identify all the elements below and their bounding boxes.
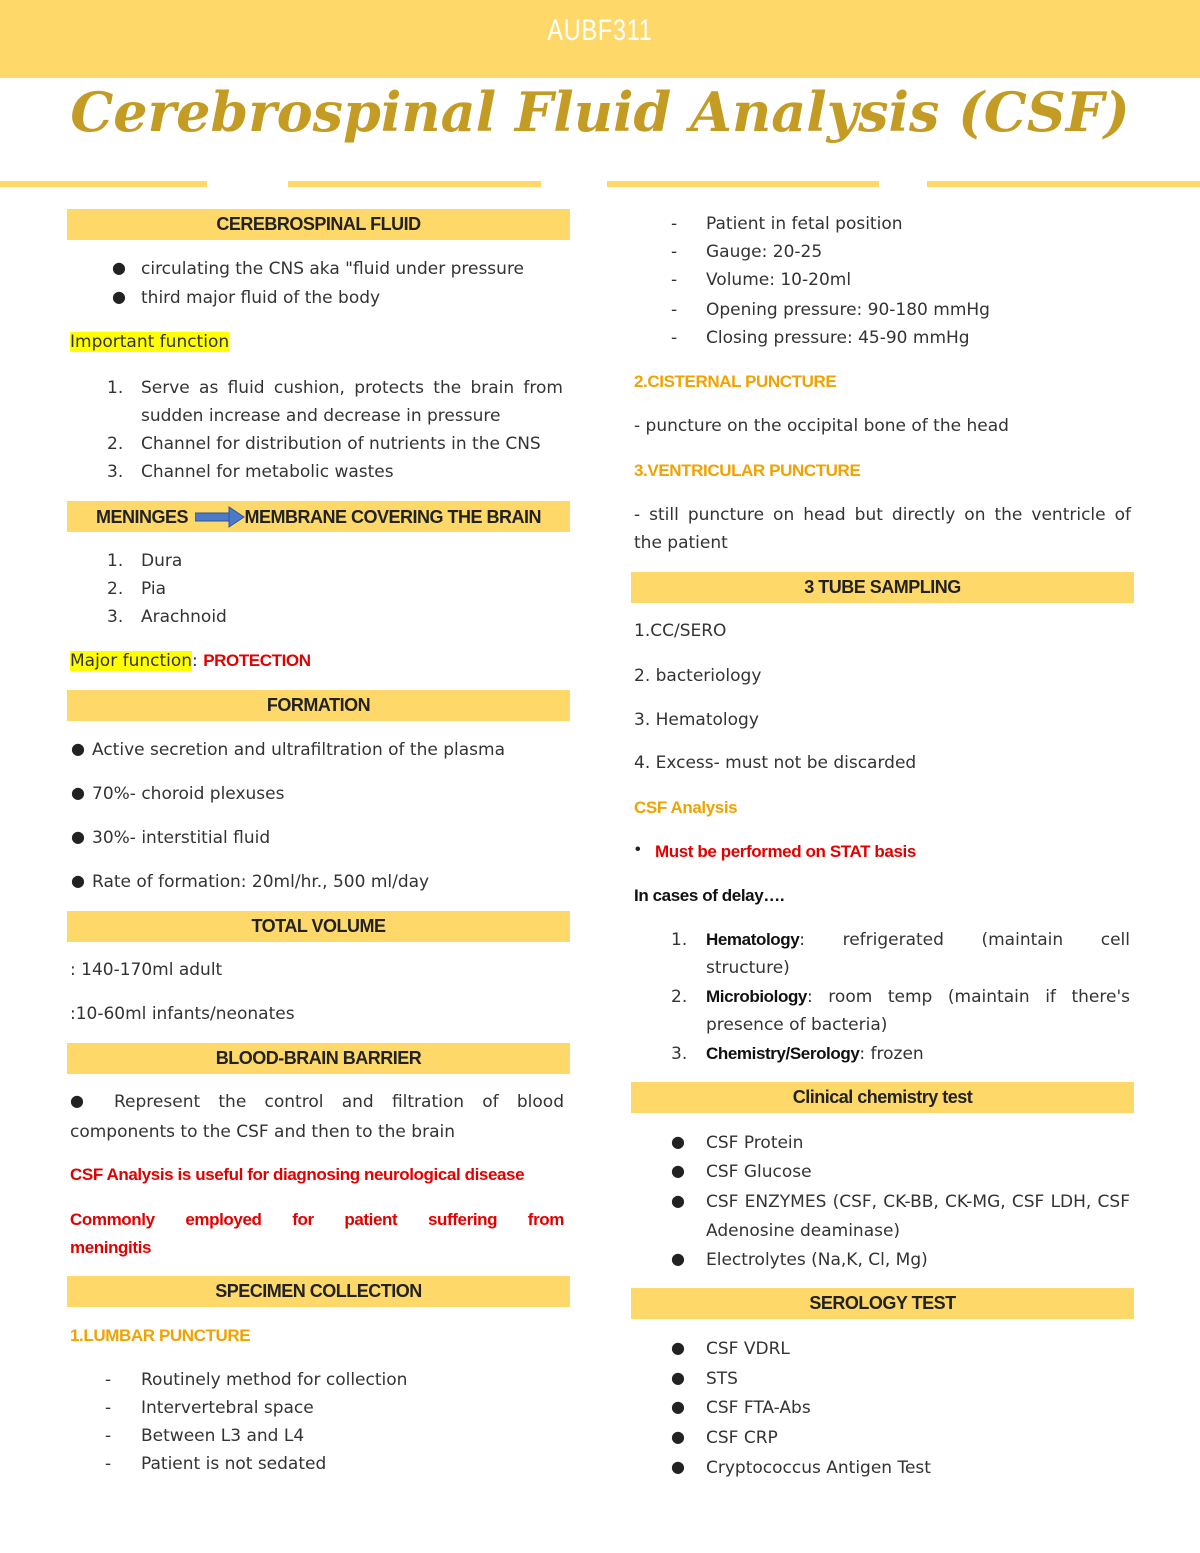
list-item: Gauge: 20-25 — [706, 242, 823, 262]
bullet-icon: ● — [671, 1161, 685, 1180]
list-item: Patient in fetal position — [706, 214, 903, 234]
list-item: third major fluid of the body — [141, 288, 381, 308]
bbb-text: Represent the control and filtration of blood — [114, 1092, 564, 1112]
list-item: Patient is not sedated — [141, 1454, 327, 1474]
bullet-icon: ● — [70, 1091, 84, 1110]
dash-marker: - — [105, 1454, 112, 1474]
delay-item-cont: presence of bacteria) — [706, 1015, 888, 1035]
tube-item: 4. Excess- must not be discarded — [634, 753, 917, 773]
list-item: Serve as fluid cushion, protects the brain from — [141, 378, 563, 398]
section-heading-specimen: SPECIMEN COLLECTION — [67, 1276, 570, 1307]
bullet-icon: ● — [671, 1249, 685, 1268]
ventricular-puncture-label: 3.VENTRICULAR PUNCTURE — [634, 461, 861, 480]
delay-item: Chemistry/Serology: frozen — [706, 1044, 924, 1064]
bullet-icon: • — [635, 841, 641, 858]
list-number: 1. — [107, 551, 124, 571]
major-function-line: Major function: PROTECTION — [70, 651, 311, 671]
dash-marker: - — [671, 242, 678, 262]
bullet-icon: ● — [71, 827, 85, 846]
divider — [607, 181, 879, 187]
list-item: circulating the CNS aka "fluid under pressure — [141, 259, 525, 279]
list-item: CSF Protein — [706, 1133, 804, 1153]
dash-marker: - — [671, 300, 678, 320]
list-number: 3. — [107, 607, 124, 627]
list-number: 3. — [671, 1044, 688, 1064]
list-number: 1. — [107, 378, 124, 398]
tube-item: 3. Hematology — [634, 710, 759, 730]
list-item: Channel for distribution of nutrients in the CNS — [141, 434, 541, 454]
divider — [0, 181, 207, 187]
dash-marker: - — [105, 1370, 112, 1390]
list-item: Electrolytes (Na,K, Cl, Mg) — [706, 1250, 928, 1270]
volume-infant: :10-60ml infants/neonates — [70, 1004, 295, 1024]
list-item: Intervertebral space — [141, 1398, 314, 1418]
bullet-icon: ● — [71, 783, 85, 802]
dash-marker: - — [671, 270, 678, 290]
stat-note: Must be performed on STAT basis — [655, 842, 916, 861]
list-number: 2. — [107, 579, 124, 599]
list-item: 70%- choroid plexuses — [92, 784, 285, 804]
tube-item: 1.CC/SERO — [634, 621, 727, 641]
bullet-icon: ● — [671, 1191, 685, 1210]
cisternal-puncture-label: 2.CISTERNAL PUNCTURE — [634, 372, 837, 391]
bullet-icon: ● — [671, 1368, 685, 1387]
list-number: 1. — [671, 930, 688, 950]
section-heading-meninges: MENINGES MEMBRANE COVERING THE BRAIN — [67, 501, 570, 532]
cisternal-desc: - puncture on the occipital bone of the head — [634, 416, 1009, 436]
list-item: Opening pressure: 90-180 mmHg — [706, 300, 990, 320]
bullet-icon: ● — [71, 871, 85, 890]
tube-item: 2. bacteriology — [634, 666, 762, 686]
bullet-icon: ● — [671, 1457, 685, 1476]
list-item: Arachnoid — [141, 607, 227, 627]
bullet-icon: ● — [671, 1338, 685, 1357]
list-item: STS — [706, 1369, 738, 1389]
list-item: Routinely method for collection — [141, 1370, 408, 1390]
section-heading-bbb: BLOOD-BRAIN BARRIER — [67, 1043, 570, 1074]
list-item: Rate of formation: 20ml/hr., 500 ml/day — [92, 872, 430, 892]
delay-label: In cases of delay…. — [634, 886, 785, 905]
list-item: CSF VDRL — [706, 1339, 790, 1359]
divider — [927, 181, 1200, 187]
list-item: Dura — [141, 551, 183, 571]
bullet-icon: ● — [112, 258, 126, 277]
dash-marker: - — [105, 1426, 112, 1446]
list-item-cont: Adenosine deaminase) — [706, 1221, 901, 1241]
bullet-icon: ● — [671, 1427, 685, 1446]
list-item: Cryptococcus Antigen Test — [706, 1458, 931, 1478]
dash-marker: - — [671, 214, 678, 234]
bullet-icon: ● — [671, 1397, 685, 1416]
list-number: 3. — [107, 462, 124, 482]
meningitis-note-cont: meningitis — [70, 1238, 152, 1257]
bullet-icon: ● — [112, 287, 126, 306]
lumbar-puncture-label: 1.LUMBAR PUNCTURE — [70, 1326, 251, 1345]
list-item: CSF FTA-Abs — [706, 1398, 811, 1418]
bullet-icon: ● — [671, 1132, 685, 1151]
volume-adult: : 140-170ml adult — [70, 960, 223, 980]
section-heading-clinical-chemistry: Clinical chemistry test — [631, 1082, 1134, 1113]
section-heading-formation: FORMATION — [67, 690, 570, 721]
bbb-text-cont: components to the CSF and then to the brain — [70, 1122, 455, 1142]
course-code: AUBF311 — [547, 14, 653, 47]
page-title: Cerebrospinal Fluid Analysis (CSF) — [70, 80, 1130, 144]
csf-analysis-note: CSF Analysis is useful for diagnosing neurological disease — [70, 1165, 525, 1184]
delay-item: Hematology: refrigerated (maintain cell — [706, 930, 1130, 950]
important-function-label: Important function — [70, 332, 230, 352]
list-item: Active secretion and ultrafiltration of the plasma — [92, 740, 505, 760]
section-heading-total-volume: TOTAL VOLUME — [67, 911, 570, 942]
delay-item-cont: structure) — [706, 958, 790, 978]
dash-marker: - — [105, 1398, 112, 1418]
list-item-cont: sudden increase and decrease in pressure — [141, 406, 501, 426]
section-heading-serology: SEROLOGY TEST — [631, 1288, 1134, 1319]
delay-item: Microbiology: room temp (maintain if there's — [706, 987, 1130, 1007]
list-item: 30%- interstitial fluid — [92, 828, 271, 848]
list-item: CSF CRP — [706, 1428, 778, 1448]
dash-marker: - — [671, 328, 678, 348]
csf-analysis-label: CSF Analysis — [634, 798, 738, 817]
list-item: Between L3 and L4 — [141, 1426, 305, 1446]
section-heading-csf: CEREBROSPINAL FLUID — [67, 209, 570, 240]
section-heading-tube-sampling: 3 TUBE SAMPLING — [631, 572, 1134, 603]
ventricular-desc: - still puncture on head but directly on the ventricle of — [634, 505, 1131, 525]
list-number: 2. — [671, 987, 688, 1007]
divider — [288, 181, 541, 187]
arrow-right-icon — [195, 506, 245, 528]
list-item: Channel for metabolic wastes — [141, 462, 394, 482]
ventricular-desc-cont: the patient — [634, 533, 728, 553]
list-item: Volume: 10-20ml — [706, 270, 852, 290]
meningitis-note: Commonly employed for patient suffering from — [70, 1210, 564, 1229]
list-item: Closing pressure: 45-90 mmHg — [706, 328, 970, 348]
list-item: CSF Glucose — [706, 1162, 812, 1182]
list-item: CSF ENZYMES (CSF, CK-BB, CK-MG, CSF LDH, CSF — [706, 1192, 1130, 1212]
list-number: 2. — [107, 434, 124, 454]
bullet-icon: ● — [71, 739, 85, 758]
list-item: Pia — [141, 579, 167, 599]
